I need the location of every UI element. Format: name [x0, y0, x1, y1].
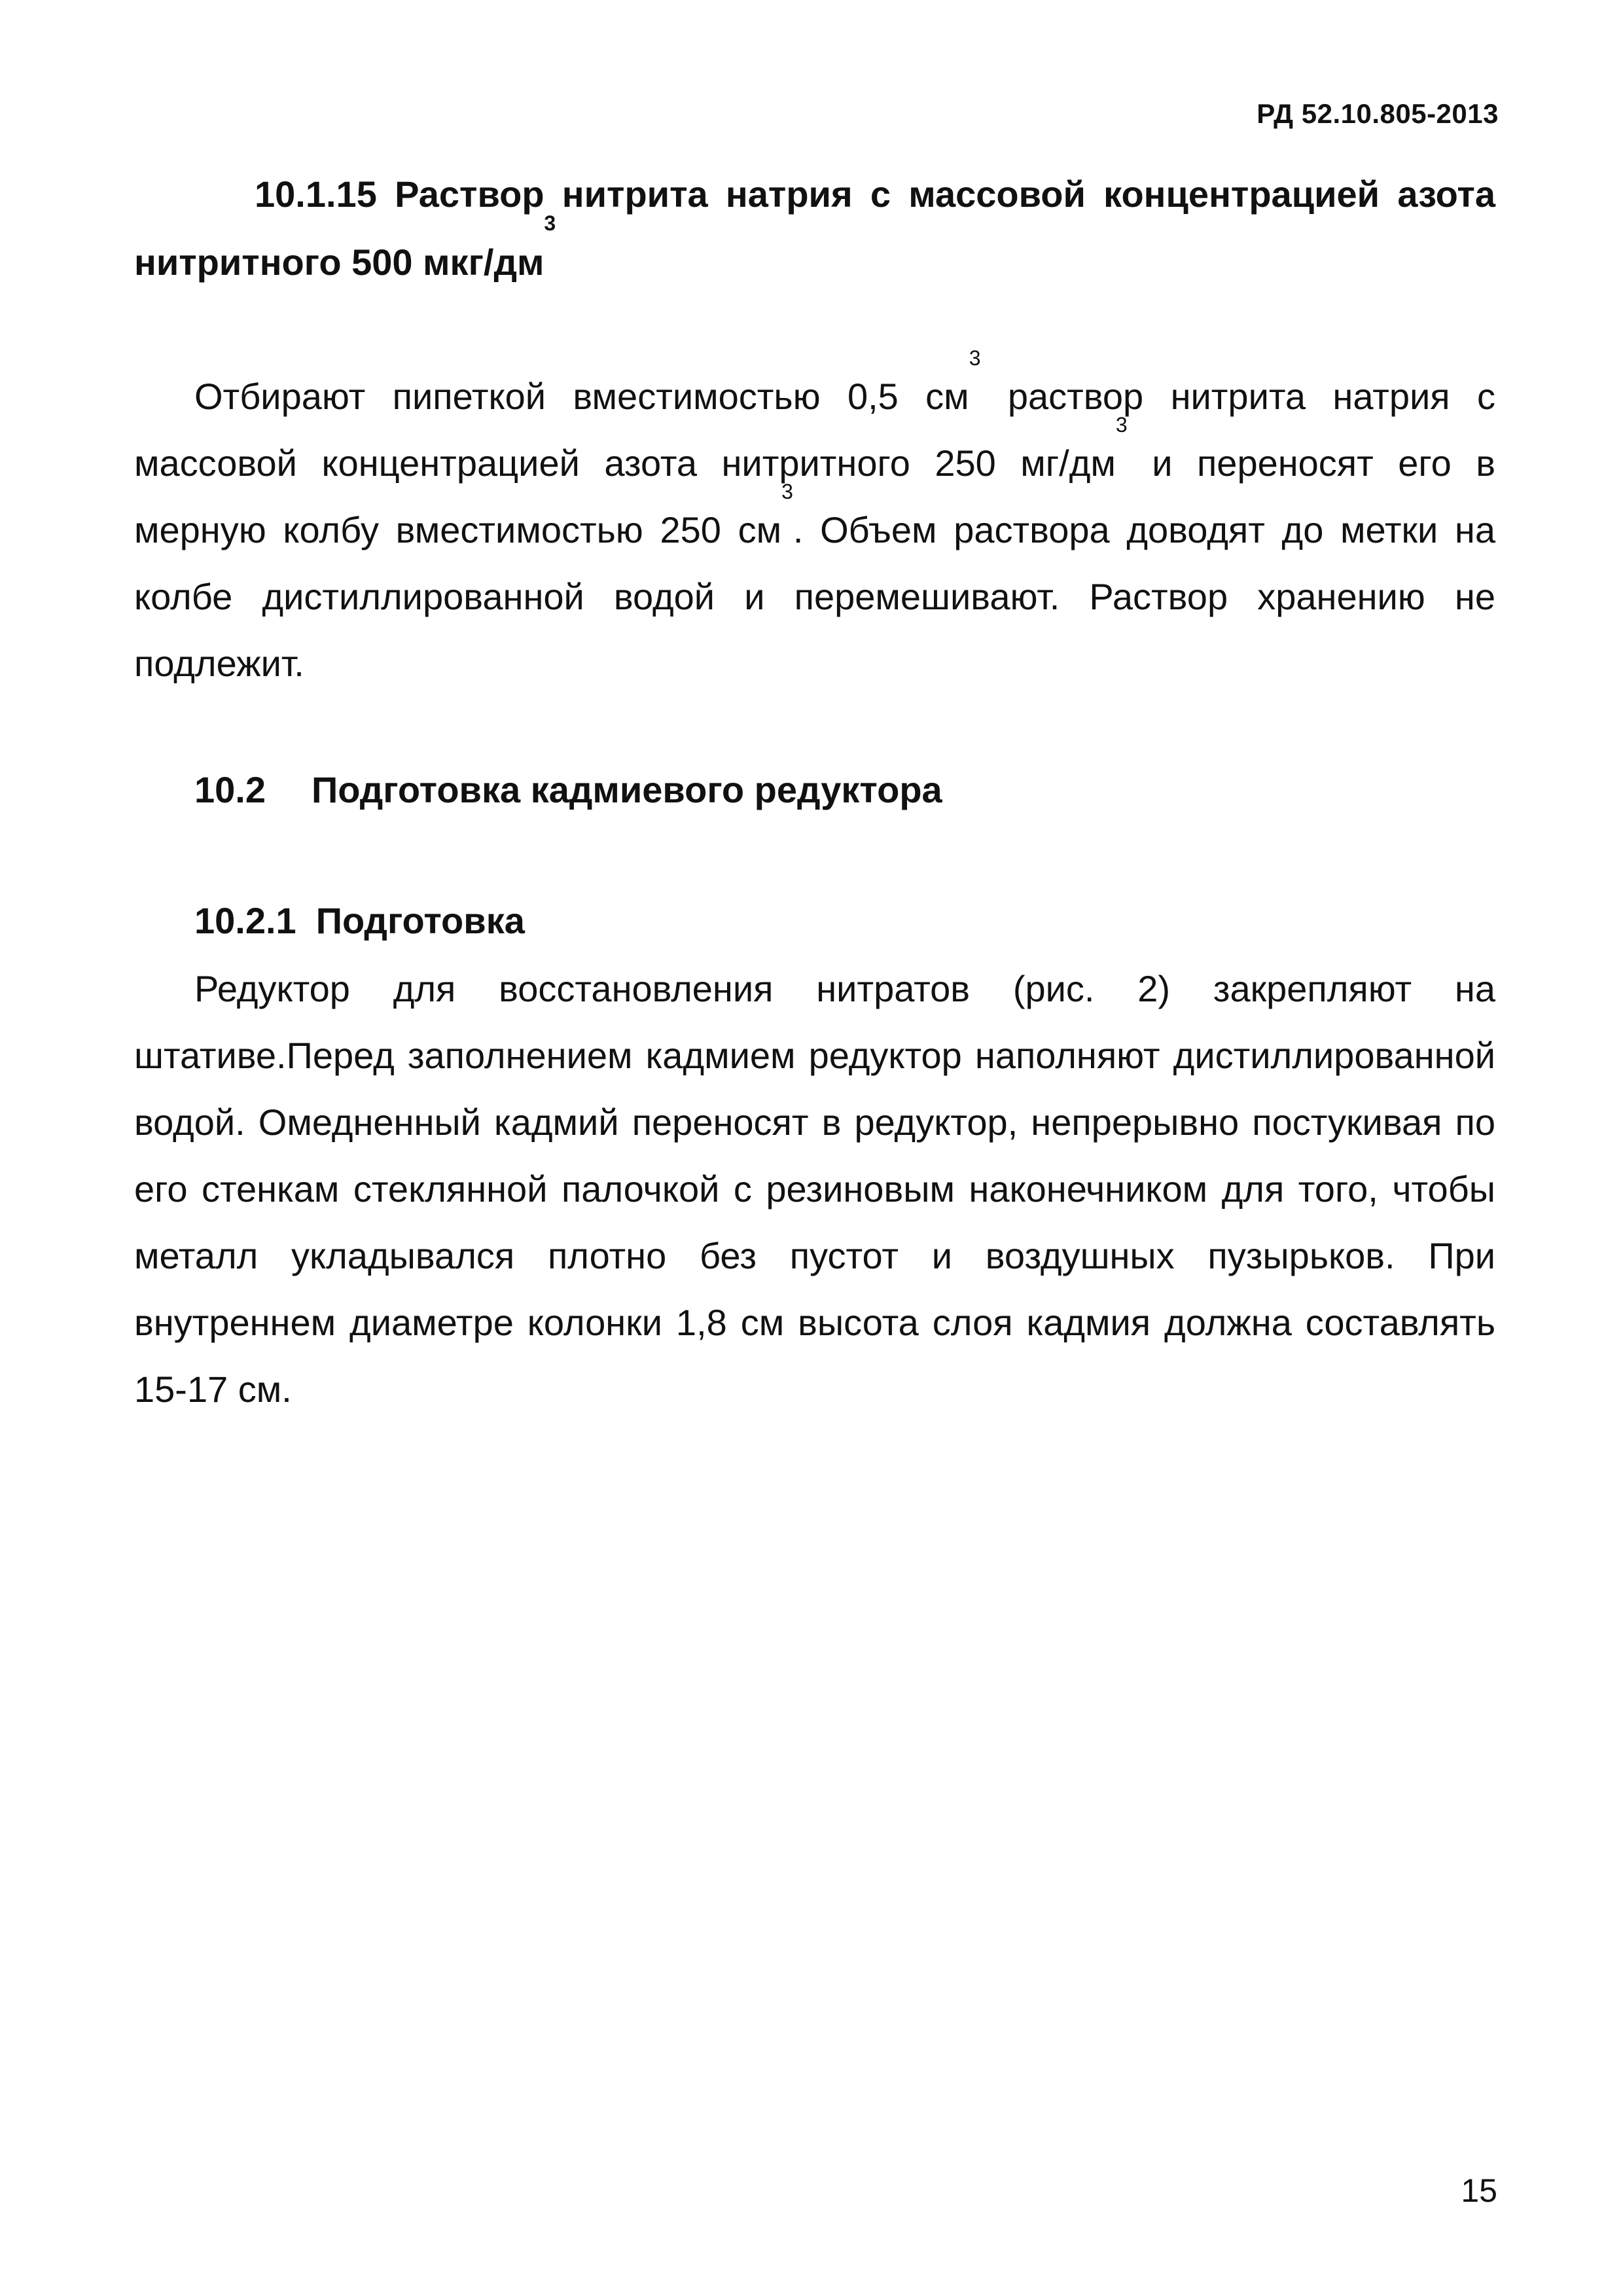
paragraph: Редуктор для восстановления нитратов (рис. 2) закрепляют на штативе.Перед заполнением кадмием редуктор наполняют дистиллированной водой. Омедненный кадмий переносят в редуктор, непрерывно постукивая по его стенкам стеклянной палочкой с резиновым наконечником для того, чтобы металл укладывался плотно без пустот и воздушных пузырьков. При внутреннем диаметре колонки 1,8 см высота слоя кадмия должна составлять 15-17 см. [134, 968, 1495, 1410]
section-10-1-15-body [134, 346, 1495, 697]
section-title: Подготовка кадмиевого редуктора [312, 769, 942, 810]
paragraph [134, 346, 1495, 697]
section-number: 10.2 [194, 769, 266, 810]
section-10-2-1 [134, 887, 1495, 955]
section-title: Подготовка [315, 900, 525, 941]
section-title: Раствор нитрита натрия с массовой концентрацией азота нитритного 500 мкг/дм [134, 173, 1495, 283]
section-heading-10-1-15 [134, 160, 1495, 296]
section-heading-10-2-1 [134, 887, 1495, 955]
page-number: 15 [1461, 2172, 1497, 2209]
paragraph-text: Отбирают пипеткой вместимостью 0,5 см [194, 376, 969, 417]
section-10-2-1-body [134, 956, 1495, 1423]
document-code: РД 52.10.805-2013 [1257, 98, 1499, 129]
section-number: 10.1.15 [255, 173, 377, 215]
section-heading-10-2 [134, 756, 1495, 824]
section-number: 10.2.1 [194, 900, 296, 941]
section-10-2 [134, 756, 1495, 824]
superscript: 3 [781, 480, 793, 503]
superscript: 3 [544, 211, 556, 235]
paragraph-text: раствор нитрита натрия с массовой концентрацией азота нитритного 250 мг/дм [134, 376, 1495, 484]
superscript: 3 [1115, 413, 1128, 437]
paragraph-text: и переносят его в мерную колбу вместимостью 250 см [134, 442, 1495, 550]
section-10-1-15 [134, 160, 1495, 296]
paragraph-text: . Объем раствора доводят до метки на колбе дистиллированной водой и перемешивают. Раствор хранению не подлежит. [134, 509, 1495, 684]
superscript: 3 [969, 346, 981, 370]
